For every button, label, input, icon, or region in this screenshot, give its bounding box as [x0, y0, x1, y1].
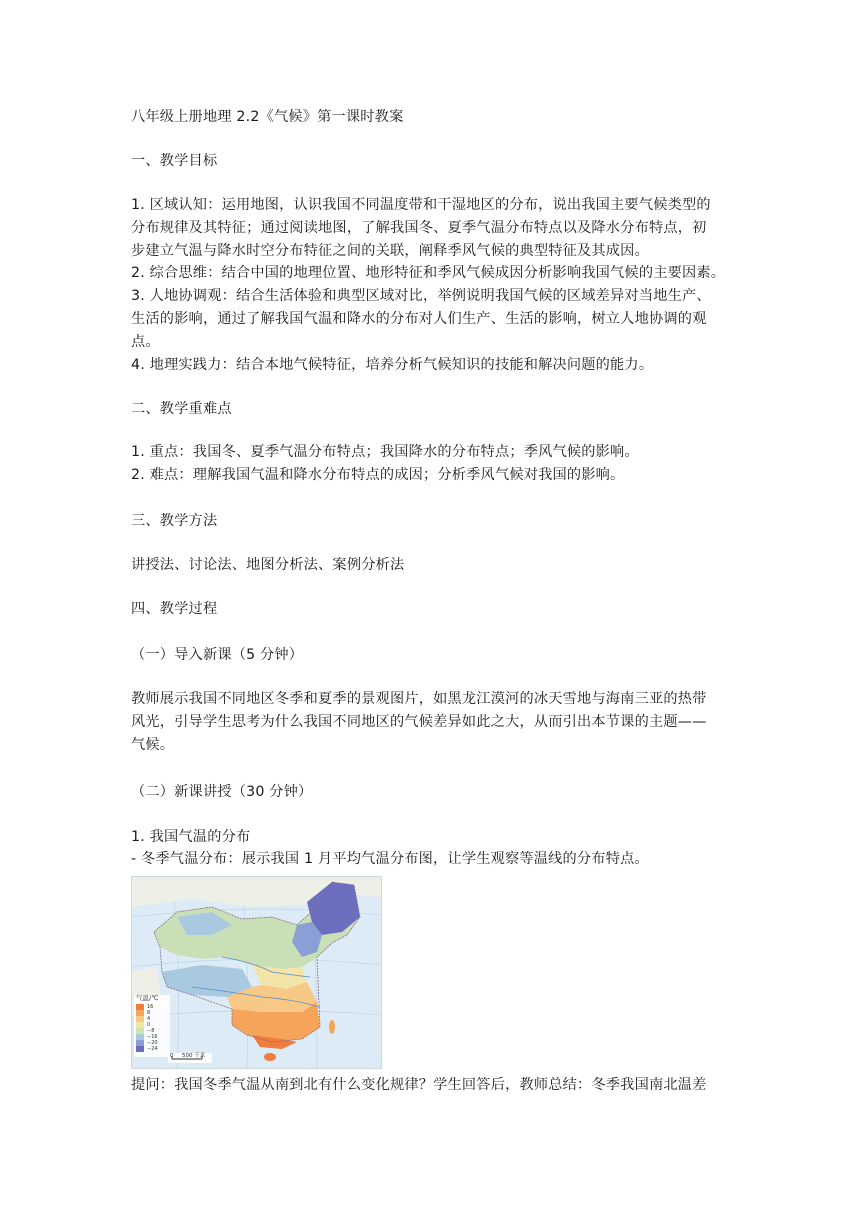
key-point-focus: 1. 重点：我国冬、夏季气温分布特点；我国降水的分布特点；季风气候的影响。 [131, 444, 639, 460]
legend-value: 16 [147, 1004, 154, 1010]
item1-heading: 1. 我国气温的分布 [131, 829, 251, 845]
legend-swatch [136, 1046, 144, 1052]
methods-text: 讲授法、讨论法、地图分析法、案例分析法 [131, 557, 405, 573]
objective-3-line-2: 生活的影响，通过了解我国气温和降水的分布对人们生产、生活的影响，树立人地协调的观 [131, 310, 707, 327]
temperature-map-svg [132, 877, 381, 1068]
legend-item [136, 1046, 158, 1052]
part1-line-1: 教师展示我国不同地区冬季和夏季的景观图片，如黑龙江漠河的冰天雪地与海南三亚的热带 [131, 691, 707, 707]
section-heading-methods: 三、教学方法 [131, 513, 218, 529]
objectives-list [131, 194, 733, 376]
objective-2: 2. 综合思维：结合中国的地理位置、地形特征和季风气候成因分析影响我国气候的主要因素。 [131, 265, 726, 282]
objective-1-line-3: 步建立气温与降水时空分布特征之间的关联，阐释季风气候的典型特征及其成因。 [131, 242, 649, 259]
map-scale-label: 500 千米 [182, 1053, 206, 1059]
objective-1-line-2: 分布规律及其特征；通过阅读地图，了解我国冬、夏季气温分布特点以及降水分布特点，初 [131, 219, 707, 236]
legend-value: −20 [147, 1040, 158, 1046]
item1-sub: - 冬季气温分布：展示我国 1 月平均气温分布图，让学生观察等温线的分布特点。 [131, 851, 649, 867]
key-point-difficulty: 2. 难点：理解我国气温和降水分布特点的成因；分析季风气候对我国的影响。 [131, 466, 625, 483]
legend-value: −24 [147, 1046, 158, 1052]
legend-value: 4 [147, 1016, 151, 1022]
process-part1-heading: （一）导入新课（5 分钟） [131, 647, 304, 663]
map-scale-zero: 0 [170, 1053, 174, 1059]
document-title: 八年级上册地理 2.2《气候》第一课时教案 [131, 109, 404, 125]
part1-line-3: 气候。 [131, 736, 175, 753]
part1-line-2: 风光，引导学生思考为什么我国不同地区的气候差异如此之大，从而引出本节课的主题—— [131, 713, 707, 730]
legend-value: −16 [147, 1034, 158, 1040]
process-part2-heading: （二）新课讲授（30 分钟） [131, 784, 313, 800]
section-heading-process: 四、教学过程 [131, 601, 218, 617]
section-heading-key-points: 二、教学重难点 [131, 401, 232, 417]
key-points-list [131, 441, 733, 487]
legend-value: −8 [147, 1028, 155, 1034]
temperature-map-figure [131, 876, 382, 1069]
legend-value: 0 [147, 1022, 151, 1028]
legend-value: 8 [147, 1010, 151, 1016]
map-legend-title: 气温/℃ [136, 994, 159, 1002]
map-legend [136, 1004, 158, 1052]
objective-3-line-3: 点。 [131, 333, 160, 350]
objective-3-line-1: 3. 人地协调观：结合生活体验和典型区域对比，举例说明我国气候的区域差异对当地生产、 [131, 288, 711, 305]
objective-4: 4. 地理实践力：结合本地气候特征，培养分析气候知识的技能和解决问题的能力。 [131, 356, 654, 373]
objective-1-line-1: 1. 区域认知：运用地图，认识我国不同温度带和干湿地区的分布，说出我国主要气候类型的 [131, 197, 711, 213]
section-heading-objectives: 一、教学目标 [131, 153, 218, 169]
question-text: 提问：我国冬季气温从南到北有什么变化规律？学生回答后，教师总结：冬季我国南北温差 [131, 1077, 707, 1093]
process-part1-paragraph [131, 688, 733, 756]
